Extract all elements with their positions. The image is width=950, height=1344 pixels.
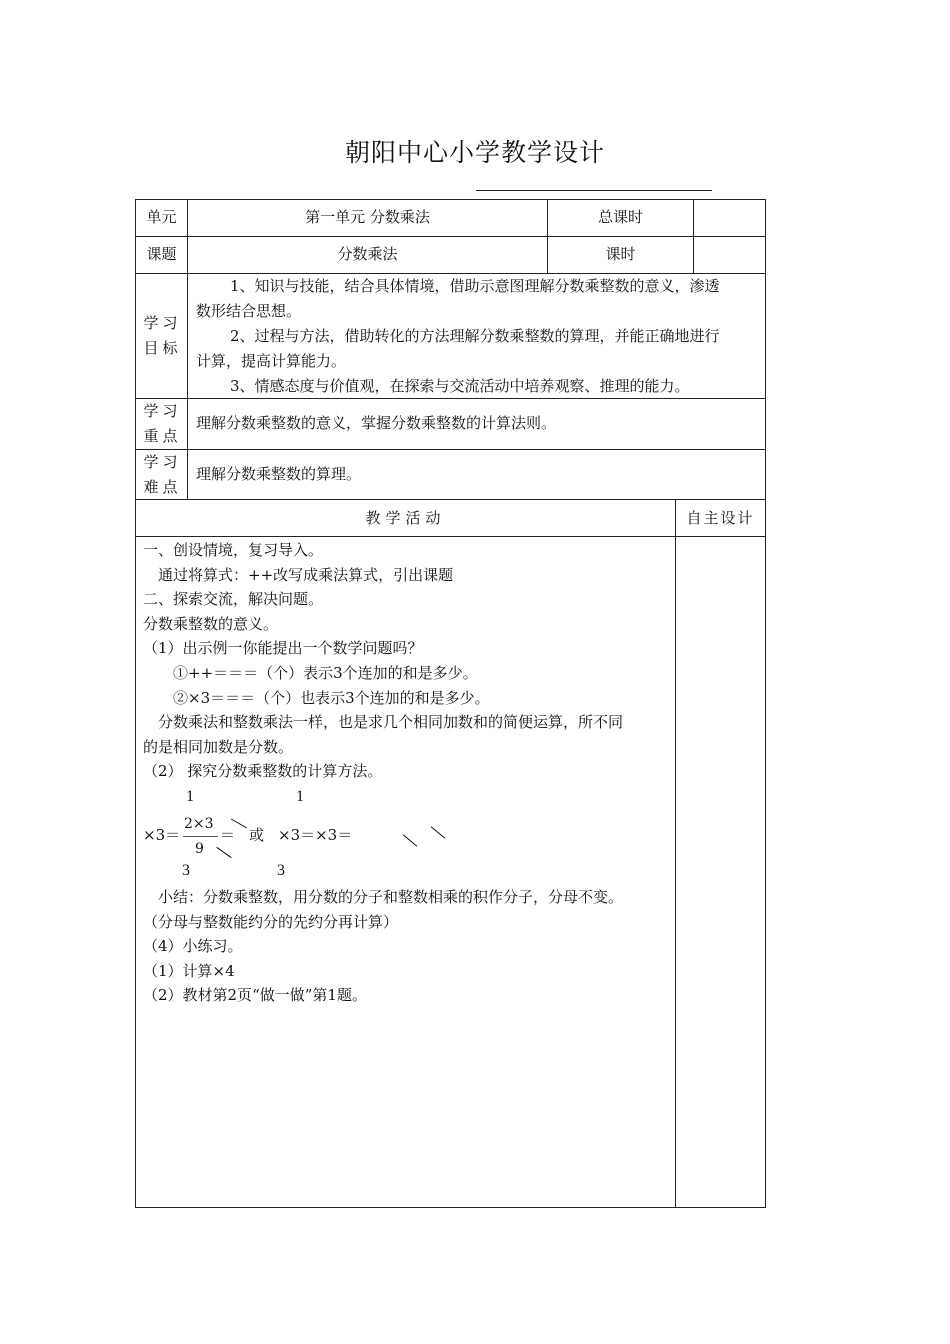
column-divider xyxy=(693,199,694,273)
expression-left: ×3＝ xyxy=(143,826,181,844)
title-underline xyxy=(476,190,712,191)
activity-line: 小结：分数乘整数，用分数的分子和整数相乘的积作分子，分母不变。 xyxy=(143,888,624,906)
activity-line: （2）教材第2页“做一做”第1题。 xyxy=(143,986,367,1005)
row-divider xyxy=(135,236,766,237)
self-design-column-divider xyxy=(675,499,676,1207)
key-points-label-line2: 重点 xyxy=(143,427,182,445)
difficulties-text: 理解分数乘整数的算理。 xyxy=(196,465,362,483)
objective-line: 2、过程与方法，借助转化的方法理解分数乘整数的算理，并能正确地进行 xyxy=(230,327,720,345)
row-divider xyxy=(135,536,766,537)
denominator-b: 3 xyxy=(277,862,285,879)
topic-label: 课题 xyxy=(146,245,177,263)
numerator-b: 1 xyxy=(296,788,304,805)
activity-line: （2） 探究分数乘整数的计算方法。 xyxy=(143,762,383,781)
period-label: 课时 xyxy=(605,245,636,263)
activity-line: ①++＝＝＝（个）表示3个连加的和是多少。 xyxy=(143,663,478,682)
table-border-bottom xyxy=(135,1207,766,1208)
activities-header: 教学活动 xyxy=(365,509,446,527)
unit-value: 第一单元 分数乘法 xyxy=(305,208,430,226)
activity-line: ②×3＝＝＝（个）也表示3个连加的和是多少。 xyxy=(143,688,490,707)
objective-line: 1、知识与技能，结合具体情境，借助示意图理解分数乘整数的意义，渗透 xyxy=(230,277,720,295)
objective-line: 数形结合思想。 xyxy=(196,302,302,320)
activity-line: 分数乘整数的意义。 xyxy=(143,614,279,633)
fraction-denominator: 9 xyxy=(195,841,204,857)
activity-line: 的是相同加数是分数。 xyxy=(143,737,294,756)
self-design-header: 自主设计 xyxy=(686,509,755,527)
expression-right: ×3＝×3＝ xyxy=(278,826,353,844)
page-title: 朝阳中心小学教学设计 xyxy=(344,138,605,167)
objectives-label-line2: 目标 xyxy=(143,339,182,357)
row-divider xyxy=(135,499,766,500)
cancel-mark xyxy=(216,847,231,858)
table-border-top xyxy=(135,199,766,200)
difficulties-label-line2: 难点 xyxy=(143,478,182,496)
activity-line: （1）计算×4 xyxy=(143,961,235,980)
key-points-label-line1: 学习 xyxy=(143,402,182,420)
objectives-label xyxy=(138,311,187,361)
activity-line: （分母与整数能约分的先约分再计算） xyxy=(143,912,399,931)
difficulties-label-line1: 学习 xyxy=(143,453,182,471)
activity-line: 一、创设情境，复习导入。 xyxy=(143,541,324,559)
cancel-mark xyxy=(403,834,417,846)
activity-line: 通过将算式：++改写成乘法算式，引出课题 xyxy=(143,565,454,584)
denominator-a: 3 xyxy=(182,862,190,879)
table-border-right xyxy=(765,199,766,1207)
key-points-label xyxy=(138,399,187,449)
difficulties-label xyxy=(138,450,187,500)
cancel-mark xyxy=(431,826,445,838)
topic-value: 分数乘法 xyxy=(337,245,398,263)
unit-label: 单元 xyxy=(146,208,177,226)
activity-line: 分数乘法和整数乘法一样，也是求几个相同加数和的简便运算，所不同 xyxy=(143,713,624,732)
equals-sign: ＝ xyxy=(220,826,236,844)
activity-line: 二、探索交流，解决问题。 xyxy=(143,590,324,609)
objective-line: 3、情感态度与价值观，在探索与交流活动中培养观察、推理的能力。 xyxy=(230,377,690,395)
numerator-a: 1 xyxy=(186,788,194,805)
activities-body-bottom xyxy=(143,885,671,1008)
total-periods-label: 总课时 xyxy=(597,208,643,226)
row-divider xyxy=(135,449,766,450)
activity-line: （1）出示例一你能提出一个数学问题吗？ xyxy=(143,639,423,658)
activity-line: （4）小练习。 xyxy=(143,937,243,956)
fraction-numerator: 2×3 xyxy=(184,816,214,832)
objectives-text xyxy=(196,274,762,399)
objective-line: 计算，提高计算能力。 xyxy=(196,352,347,370)
or-text: 或 xyxy=(249,826,265,844)
table-border-left xyxy=(135,199,136,1207)
objectives-label-line1: 学习 xyxy=(143,314,182,332)
key-points-text: 理解分数乘整数的意义，掌握分数乘整数的计算法则。 xyxy=(196,414,557,432)
activities-body-top xyxy=(143,538,671,784)
